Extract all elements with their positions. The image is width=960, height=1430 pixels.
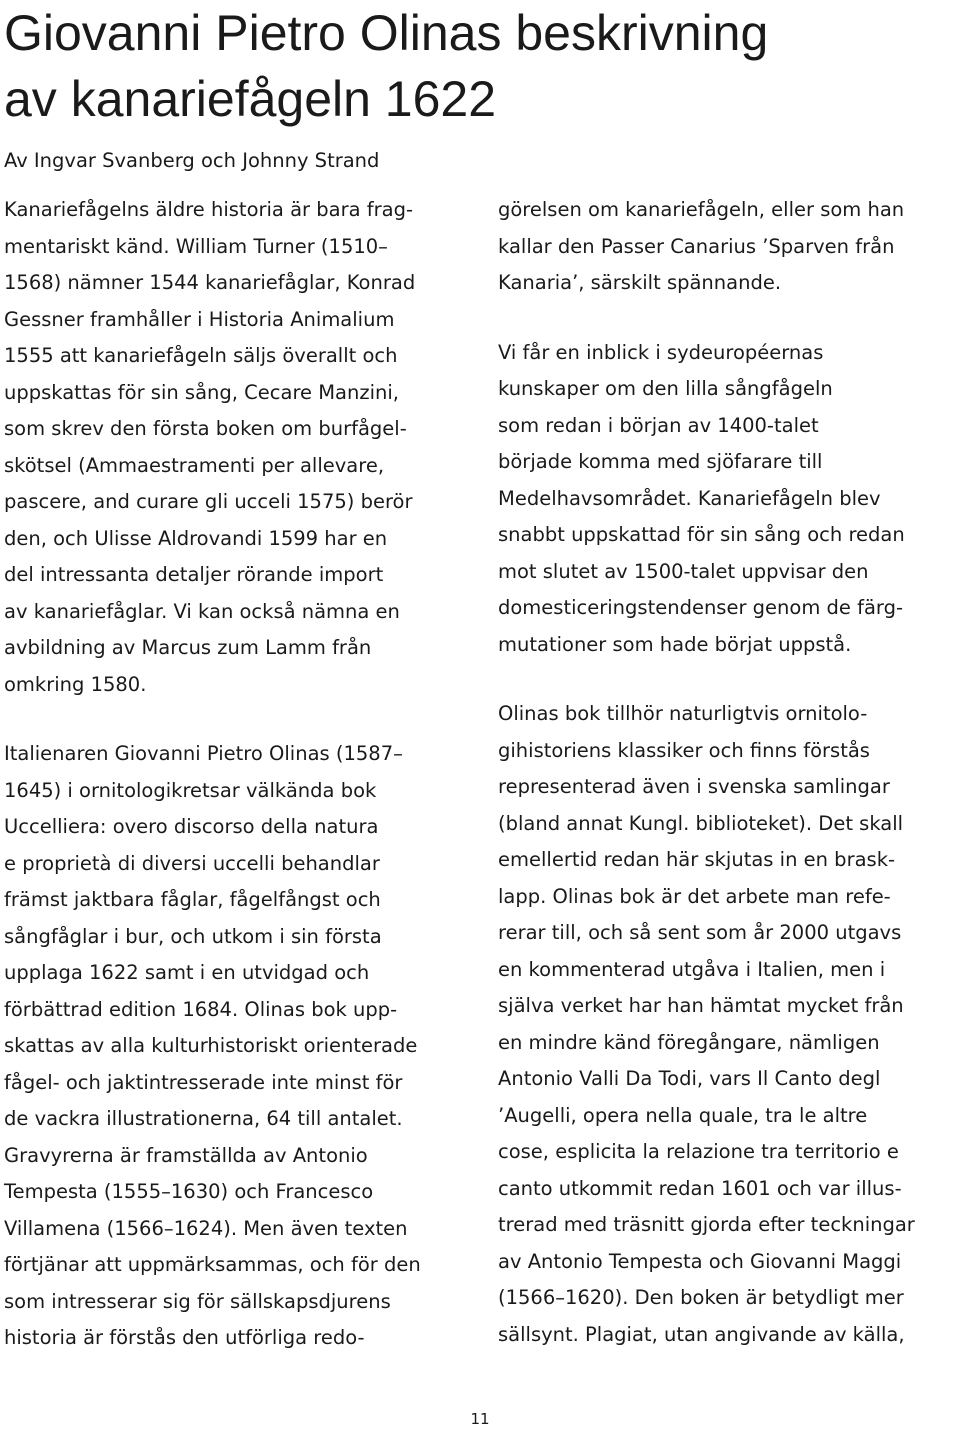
page-number: 11	[470, 1410, 490, 1428]
text-line: canto utkommit redan 1601 och var illus-	[498, 1176, 902, 1200]
right-column	[498, 192, 960, 1353]
text-line: de vackra illustrationerna, 64 till antalet.	[4, 1107, 403, 1130]
text-line: e proprietà di diversi uccelli behandlar	[4, 851, 380, 875]
left-column	[4, 192, 469, 1357]
title-line: Giovanni Pietro Olinas beskrivning	[4, 5, 769, 61]
text-line: Italienaren Giovanni Pietro Olinas (1587–	[4, 742, 403, 765]
text-line: av Antonio Tempesta och Giovanni Maggi	[498, 1249, 902, 1273]
paragraph-gap	[498, 663, 960, 696]
text-line: gihistoriens klassiker och finns förstås	[498, 738, 870, 762]
text-line: Vi får en inblick i sydeuropéernas	[498, 340, 824, 364]
text-line: sångfåglar i bur, och utkom i sin första	[4, 924, 382, 948]
text-line: kallar den Passer Canarius ’Sparven från	[498, 234, 895, 258]
text-line: trerad med träsnitt gjorda efter teckningar	[498, 1213, 915, 1236]
text-line: mutationer som hade börjat uppstå.	[498, 632, 852, 656]
text-line: Villamena (1566–1624). Men även texten	[4, 1216, 408, 1240]
text-line: Uccelliera: overo discorso della natura	[4, 815, 379, 838]
text-line: 1645) i ornitologikretsar välkända bok	[4, 778, 377, 802]
text-line: av kanariefåglar. Vi kan också nämna en	[4, 599, 400, 623]
text-line: representerad även i svenska samlingar	[498, 775, 890, 798]
text-line: mot slutet av 1500-talet uppvisar den	[498, 559, 869, 583]
text-line: mentariskt känd. William Turner (1510–	[4, 234, 388, 258]
text-line: (1566–1620). Den boken är betydligt mer	[498, 1286, 904, 1309]
paragraph-gap	[4, 703, 469, 736]
text-line: lapp. Olinas bok är det arbete man refe-	[498, 884, 891, 908]
text-line: den, och Ulisse Aldrovandi 1599 har en	[4, 526, 388, 550]
text-line: Gessner framhåller i Historia Animalium	[4, 307, 395, 331]
text-line: uppskattas för sin sång, Cecare Manzini,	[4, 380, 399, 404]
text-line: Olinas bok tillhör naturligtvis ornitolo-	[498, 702, 868, 725]
paragraph	[498, 335, 960, 664]
text-line: skötsel (Ammaestramenti per allevare,	[4, 453, 385, 477]
text-line: Kanaria’, särskilt spännande.	[498, 271, 782, 294]
text-line: 1568) nämner 1544 kanariefåglar, Konrad	[4, 271, 416, 294]
text-line: som skrev den första boken om burfågel-	[4, 417, 407, 440]
text-line: emellertid redan här skjutas in en brask-	[498, 848, 896, 871]
text-line: snabbt uppskattad för sin sång och redan	[498, 523, 905, 546]
byline: Av Ingvar Svanberg och Johnny Strand	[4, 149, 380, 172]
text-line: Gravyrerna är framställda av Antonio	[4, 1143, 368, 1167]
text-line: görelsen om kanariefågeln, eller som han	[498, 198, 905, 221]
text-line: cose, esplicita la relazione tra territorio e	[498, 1140, 899, 1163]
text-line: Medelhavsområdet. Kanariefågeln blev	[498, 486, 881, 510]
text-line: domesticeringstendenser genom de färg-	[498, 596, 904, 619]
text-line: själva verket har han hämtat mycket från	[498, 994, 904, 1017]
text-line: ’Augelli, opera nella quale, tra le altre	[498, 1103, 868, 1127]
paragraph	[4, 192, 469, 703]
paragraph	[498, 192, 960, 302]
text-line: del intressanta detaljer rörande import	[4, 563, 384, 586]
text-line: rerar till, och så sent som år 2000 utgavs	[498, 921, 902, 944]
text-line: skattas av alla kulturhistoriskt orienterade	[4, 1034, 418, 1057]
text-line: 1555 att kanariefågeln säljs överallt och	[4, 344, 398, 367]
text-line: (bland annat Kungl. biblioteket). Det skall	[498, 811, 904, 835]
text-line: sällsynt. Plagiat, utan angivande av källa,	[498, 1322, 905, 1346]
text-line: fågel- och jaktintresserade inte minst för	[4, 1070, 403, 1094]
text-line: en kommenterad utgåva i Italien, men i	[498, 957, 886, 981]
text-line: kunskaper om den lilla sångfågeln	[498, 377, 833, 400]
paragraph	[4, 736, 469, 1357]
text-line: Antonio Valli Da Todi, vars Il Canto degl	[498, 1067, 881, 1090]
text-line: började komma med sjöfarare till	[498, 450, 823, 473]
title-line: av kanariefågeln 1622	[4, 71, 497, 127]
text-line: som intresserar sig för sällskapsdjurens	[4, 1289, 391, 1313]
paragraph-gap	[498, 302, 960, 335]
article-title	[4, 0, 954, 132]
text-line: historia är förstås den utförliga redo-	[4, 1326, 365, 1349]
text-line: en mindre känd föregångare, nämligen	[498, 1030, 880, 1054]
text-line: pascere, and curare gli ucceli 1575) berör	[4, 490, 413, 513]
text-line: omkring 1580.	[4, 672, 147, 696]
text-line: förbättrad edition 1684. Olinas bok upp-	[4, 997, 398, 1021]
paragraph	[498, 696, 960, 1353]
text-line: förtjänar att uppmärksammas, och för den	[4, 1253, 421, 1276]
text-line: främst jaktbara fåglar, fågelfångst och	[4, 888, 381, 911]
text-line: Kanariefågelns äldre historia är bara frag-	[4, 198, 413, 221]
text-line: Tempesta (1555–1630) och Francesco	[4, 1180, 374, 1203]
text-line: upplaga 1622 samt i en utvidgad och	[4, 961, 370, 984]
text-line: som redan i början av 1400-talet	[498, 413, 819, 437]
text-line: avbildning av Marcus zum Lamm från	[4, 636, 372, 659]
